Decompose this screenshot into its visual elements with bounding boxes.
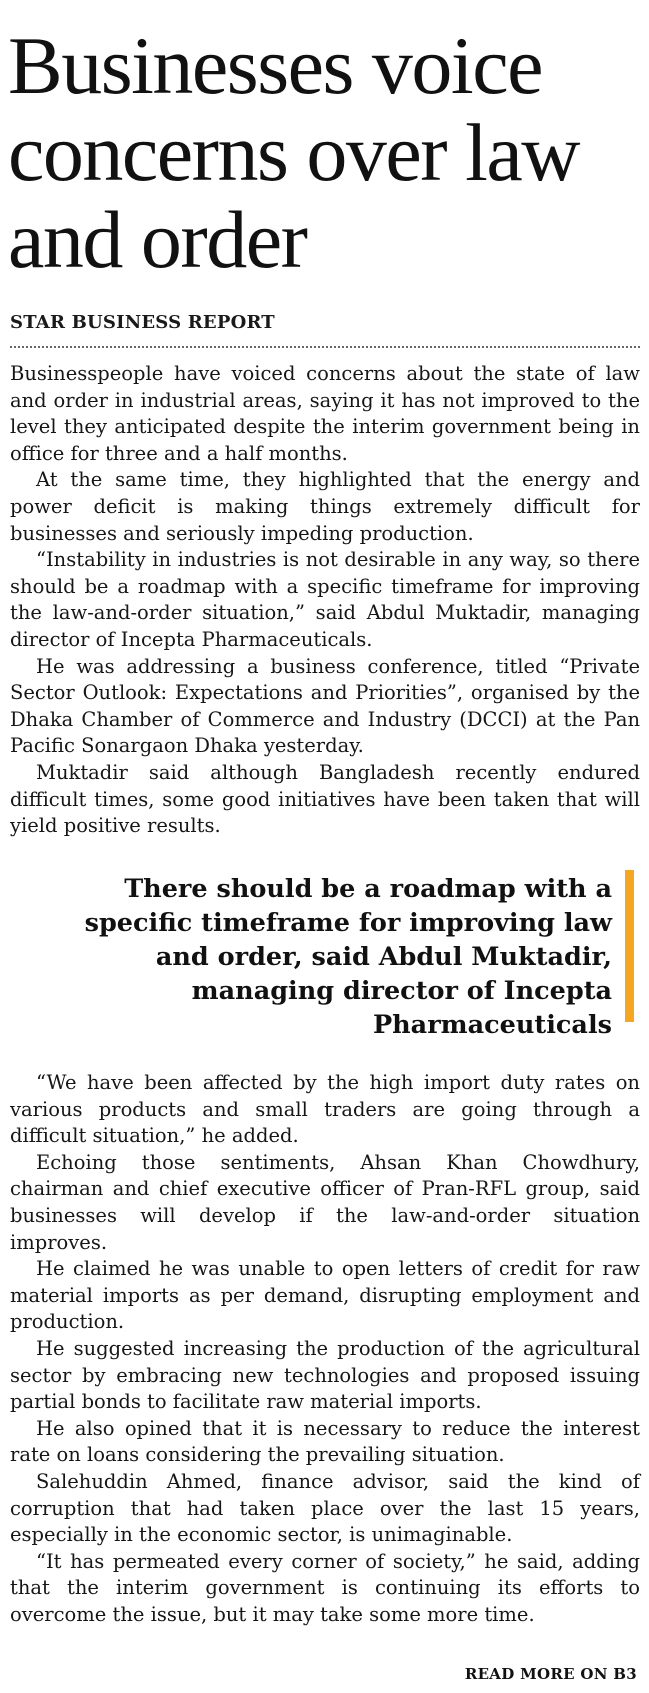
paragraph: “We have been affected by the high import duty rates on various products and small traders are going through a difficult situation,” he added. (10, 1071, 640, 1148)
read-more-link[interactable]: READ MORE ON B3 (464, 1665, 637, 1683)
paragraph: At the same time, they highlighted that the energy and power deficit is making things extremely difficult for businesses and seriously impeding production. (10, 468, 640, 545)
byline: STAR BUSINESS REPORT (10, 312, 275, 333)
paragraph: He suggested increasing the production of the agricultural sector by embracing new technologies and proposed issuing partial bonds to facilitate raw material imports. (10, 1336, 640, 1414)
headline: Businesses voice concerns over law and order (8, 20, 580, 285)
paragraph: Salehuddin Ahmed, finance advisor, said the kind of corruption that had taken place over the last 15 years, especially in the economic sector, is unimaginable. (10, 1469, 640, 1547)
paragraph: He claimed he was unable to open letters of credit for raw material imports as per demand, disrupting employment and production. (10, 1257, 640, 1334)
body-bottom (10, 1070, 640, 1628)
paragraph: “It has permeated every corner of society,” he said, adding that the interim government is continuing its efforts to overcome the issue, but it may take some more time. (10, 1549, 640, 1626)
body-top (10, 361, 640, 840)
paragraph: Muktadir said although Bangladesh recently endured difficult times, some good initiatives have been taken that will yield positive results. (10, 760, 640, 838)
paragraph: Businesspeople have voiced concerns about the state of law and order in industrial areas, saying it has not improved to the level they anticipated despite the interim government being in office for three and a half months. (10, 362, 640, 465)
dotted-divider (10, 346, 640, 348)
paragraph: Echoing those sentiments, Ahsan Khan Chowdhury, chairman and chief executive officer of Pran-RFL group, said businesses will develop if the law-and-order situation improves. (10, 1150, 640, 1254)
pull-quote-accent-bar (625, 870, 634, 1022)
paragraph: “Instability in industries is not desirable in any way, so there should be a roadmap with a specific timeframe for improving the law-and-order situation,” said Abdul Muktadir, managing director of Incepta Pharmaceuticals. (10, 548, 640, 651)
paragraph: He also opined that it is necessary to reduce the interest rate on loans considering the prevailing situation. (10, 1416, 640, 1467)
paragraph: He was addressing a business conference, titled “Private Sector Outlook: Expectations and Priorities”, organised by the Dhaka Chamber of Commerce and Industry (DCCI) at the Pan Pacific Sonargaon Dhaka yesterday. (10, 654, 640, 758)
pull-quote: There should be a roadmap with a specific timeframe for improving law and order, said Abdul Muktadir, managing director of Incepta Pharmaceuticals (84, 874, 612, 1040)
